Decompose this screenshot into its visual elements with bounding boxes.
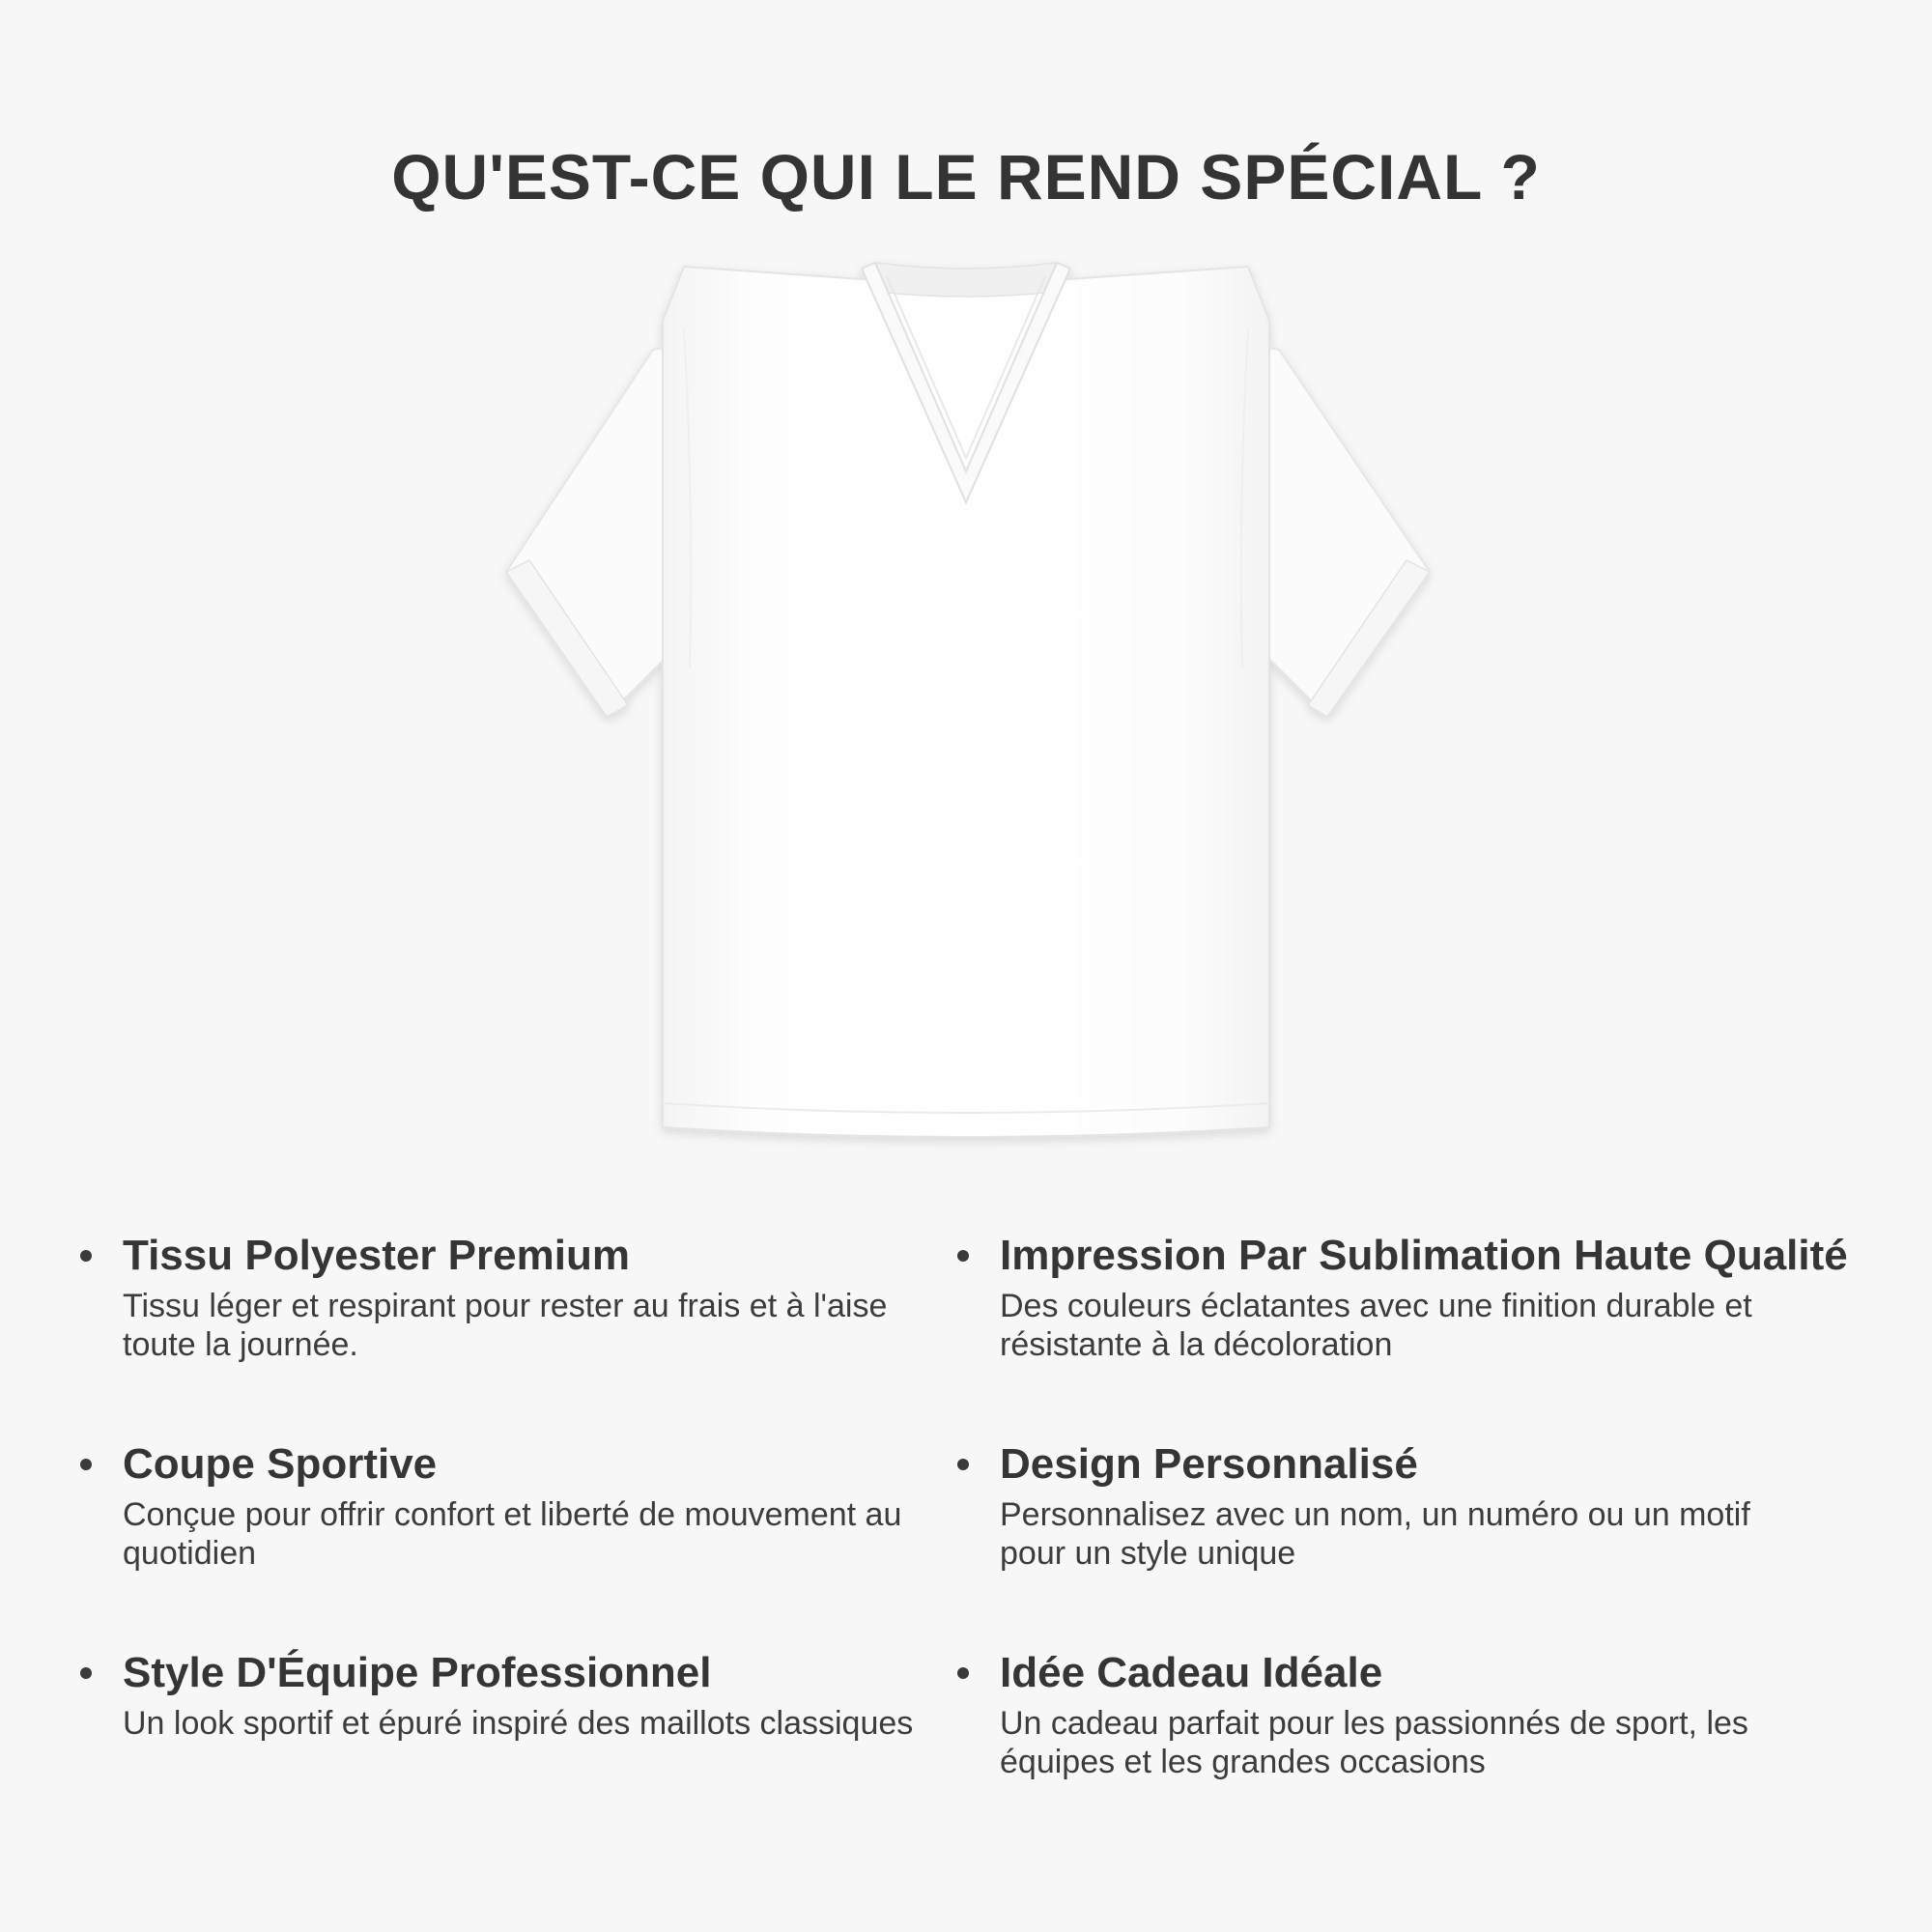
feature-item	[1000, 1646, 1802, 1781]
bullet-icon	[957, 1459, 969, 1470]
feature-description: Tissu léger et respirant pour rester au frais et à l'aise toute la journée.	[123, 1288, 888, 1363]
feature-description: Personnalisez avec un nom, un numéro ou un motif pour un style unique	[1000, 1496, 1750, 1572]
feature-title: Design Personnalisé	[1000, 1440, 1418, 1488]
bullet-icon	[80, 1459, 92, 1470]
bullet-icon	[957, 1250, 969, 1262]
bullet-icon	[80, 1667, 92, 1679]
feature-item	[1000, 1229, 1848, 1364]
feature-title: Impression Par Sublimation Haute Qualité	[1000, 1232, 1848, 1279]
feature-title: Coupe Sportive	[123, 1440, 438, 1488]
feature-description: Un cadeau parfait pour les passionnés de sport, les équipes et les grandes occasions	[1000, 1705, 1748, 1780]
feature-item	[123, 1646, 924, 1743]
page-title: QU'EST-CE QUI LE REND SPÉCIAL ?	[391, 141, 1541, 213]
feature-description: Des couleurs éclatantes avec une finition durable et résistante à la décoloration	[1000, 1288, 1752, 1363]
bullet-icon	[957, 1667, 969, 1679]
feature-item	[123, 1437, 924, 1573]
feature-item	[123, 1229, 924, 1364]
feature-description: Un look sportif et épuré inspiré des maillots classiques	[123, 1705, 914, 1742]
feature-item	[1000, 1437, 1802, 1573]
feature-title: Style D'Équipe Professionnel	[123, 1649, 712, 1696]
feature-title: Idée Cadeau Idéale	[1000, 1649, 1383, 1696]
bullet-icon	[80, 1250, 92, 1262]
feature-title: Tissu Polyester Premium	[123, 1232, 630, 1279]
feature-description: Conçue pour offrir confort et liberté de mouvement au quotidien	[123, 1496, 902, 1572]
